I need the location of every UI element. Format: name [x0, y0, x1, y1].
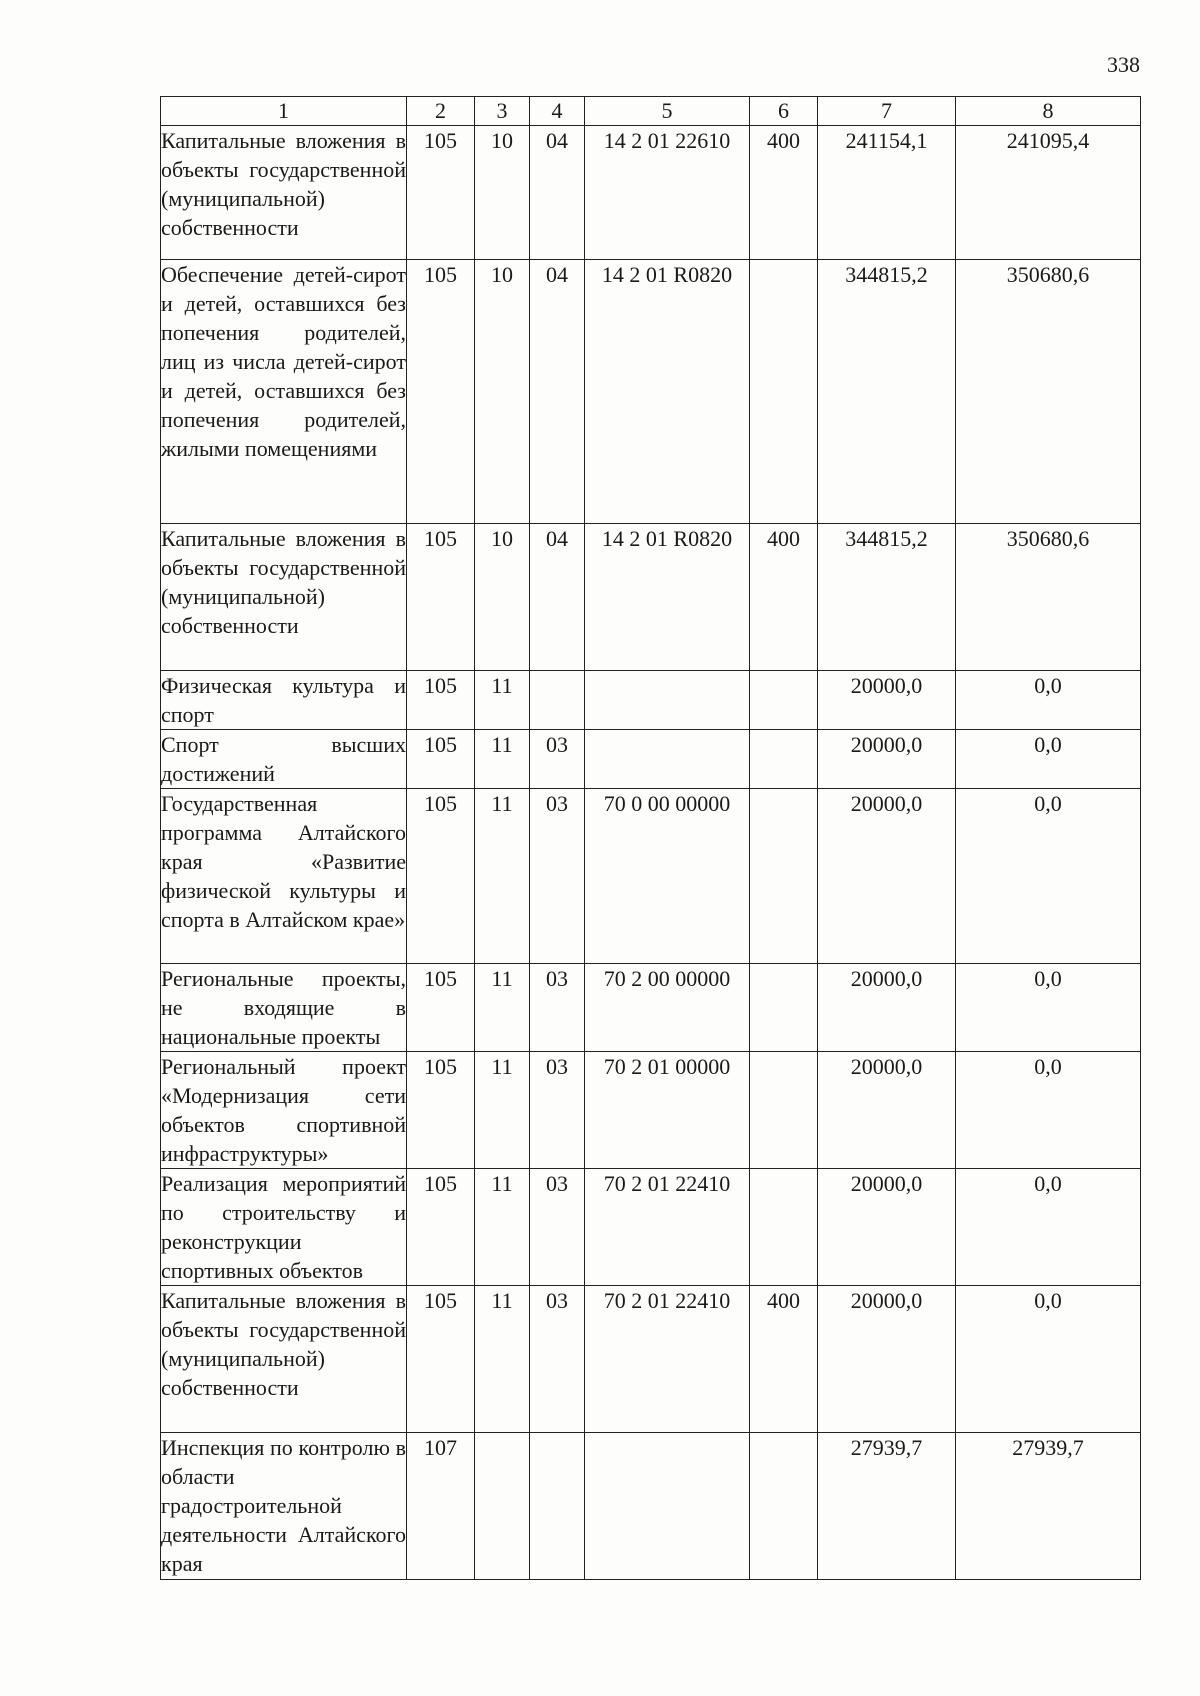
- row-name: Спорт высших достижений: [161, 730, 407, 789]
- row-name: Региональный проект «Модернизация сети объектов спортивной инфраструктуры»: [161, 1052, 407, 1169]
- header-cell: 7: [818, 97, 956, 126]
- cell-subsection: 03: [530, 730, 585, 789]
- cell-amount-1: 344815,2: [818, 260, 956, 524]
- header-cell: 3: [475, 97, 530, 126]
- table-row: [161, 1433, 1141, 1580]
- cell-section: 11: [475, 1286, 530, 1433]
- cell-expense-type: [750, 964, 818, 1052]
- cell-amount-2: 350680,6: [956, 524, 1141, 671]
- cell-amount-2: 0,0: [956, 671, 1141, 730]
- cell-amount-1: 20000,0: [818, 671, 956, 730]
- cell-expense-type: [750, 730, 818, 789]
- cell-section: 11: [475, 789, 530, 964]
- table-row: [161, 730, 1141, 789]
- table-row: [161, 524, 1141, 671]
- cell-expense-type: 400: [750, 126, 818, 260]
- header-cell: 4: [530, 97, 585, 126]
- cell-target-code: [585, 1433, 750, 1580]
- cell-section: 10: [475, 260, 530, 524]
- cell-amount-1: 20000,0: [818, 1052, 956, 1169]
- cell-subsection: 03: [530, 964, 585, 1052]
- cell-ministry: 105: [407, 671, 475, 730]
- row-name: Региональные проекты, не входящие в национальные проекты: [161, 964, 407, 1052]
- row-name: Реализация мероприятий по строительству и реконструкции спортивных объектов: [161, 1169, 407, 1286]
- row-name: Капитальные вложения в объекты государственной (муниципальной) собственности: [161, 524, 407, 671]
- cell-ministry: 105: [407, 730, 475, 789]
- cell-amount-1: 20000,0: [818, 1286, 956, 1433]
- row-name: Государственная программа Алтайского края «Развитие физической культуры и спорта в Алтайском крае»: [161, 789, 407, 964]
- cell-amount-1: 20000,0: [818, 1169, 956, 1286]
- cell-amount-2: 0,0: [956, 1169, 1141, 1286]
- table-row: [161, 1169, 1141, 1286]
- header-cell: 1: [161, 97, 407, 126]
- cell-amount-2: 241095,4: [956, 126, 1141, 260]
- table-row: [161, 789, 1141, 964]
- cell-subsection: 03: [530, 1286, 585, 1433]
- cell-amount-1: 27939,7: [818, 1433, 956, 1580]
- table-row: [161, 126, 1141, 260]
- row-name: Капитальные вложения в объекты государственной (муниципальной) собственности: [161, 1286, 407, 1433]
- cell-amount-2: 27939,7: [956, 1433, 1141, 1580]
- cell-amount-1: 20000,0: [818, 964, 956, 1052]
- cell-expense-type: [750, 1169, 818, 1286]
- header-cell: 6: [750, 97, 818, 126]
- cell-ministry: 105: [407, 1169, 475, 1286]
- cell-ministry: 107: [407, 1433, 475, 1580]
- row-name: Обеспечение детей-сирот и детей, оставшихся без попечения родителей, лиц из числа детей-сирот и детей, оставшихся без попечения родителей, жилыми помещениями: [161, 260, 407, 524]
- cell-amount-2: 0,0: [956, 789, 1141, 964]
- cell-ministry: 105: [407, 1286, 475, 1433]
- row-name: Капитальные вложения в объекты государственной (муниципальной) собственности: [161, 126, 407, 260]
- cell-subsection: 03: [530, 1052, 585, 1169]
- cell-section: 10: [475, 524, 530, 671]
- cell-subsection: 04: [530, 260, 585, 524]
- cell-amount-1: 344815,2: [818, 524, 956, 671]
- cell-amount-1: 241154,1: [818, 126, 956, 260]
- cell-target-code: 70 2 00 00000: [585, 964, 750, 1052]
- cell-subsection: 04: [530, 524, 585, 671]
- cell-expense-type: [750, 671, 818, 730]
- cell-expense-type: [750, 260, 818, 524]
- table-row: [161, 1286, 1141, 1433]
- cell-target-code: 14 2 01 R0820: [585, 260, 750, 524]
- cell-ministry: 105: [407, 126, 475, 260]
- header-cell: 2: [407, 97, 475, 126]
- page-number: 338: [1107, 52, 1140, 77]
- cell-target-code: 70 2 01 22410: [585, 1169, 750, 1286]
- cell-target-code: 70 0 00 00000: [585, 789, 750, 964]
- cell-subsection: 04: [530, 126, 585, 260]
- cell-expense-type: 400: [750, 524, 818, 671]
- cell-target-code: 70 2 01 00000: [585, 1052, 750, 1169]
- cell-section: 10: [475, 126, 530, 260]
- cell-subsection: 03: [530, 1169, 585, 1286]
- header-cell: 8: [956, 97, 1141, 126]
- cell-section: 11: [475, 964, 530, 1052]
- row-name: Физическая культура и спорт: [161, 671, 407, 730]
- cell-amount-2: 0,0: [956, 1052, 1141, 1169]
- cell-amount-2: 350680,6: [956, 260, 1141, 524]
- cell-ministry: 105: [407, 964, 475, 1052]
- row-name: Инспекция по контролю в области градостроительной деятельности Алтайского края: [161, 1433, 407, 1580]
- cell-ministry: 105: [407, 1052, 475, 1169]
- cell-subsection: [530, 671, 585, 730]
- cell-target-code: 14 2 01 R0820: [585, 524, 750, 671]
- cell-target-code: 70 2 01 22410: [585, 1286, 750, 1433]
- cell-amount-2: 0,0: [956, 730, 1141, 789]
- cell-amount-2: 0,0: [956, 1286, 1141, 1433]
- cell-target-code: [585, 730, 750, 789]
- cell-target-code: [585, 671, 750, 730]
- cell-expense-type: [750, 1433, 818, 1580]
- cell-section: 11: [475, 1052, 530, 1169]
- cell-expense-type: [750, 1052, 818, 1169]
- cell-ministry: 105: [407, 524, 475, 671]
- cell-ministry: 105: [407, 789, 475, 964]
- table-row: [161, 671, 1141, 730]
- cell-amount-2: 0,0: [956, 964, 1141, 1052]
- cell-section: 11: [475, 730, 530, 789]
- table-row: [161, 1052, 1141, 1169]
- table-row: [161, 260, 1141, 524]
- cell-amount-1: 20000,0: [818, 789, 956, 964]
- cell-target-code: 14 2 01 22610: [585, 126, 750, 260]
- budget-table: [160, 96, 1141, 1580]
- cell-amount-1: 20000,0: [818, 730, 956, 789]
- cell-expense-type: [750, 789, 818, 964]
- header-row: [161, 97, 1141, 126]
- cell-subsection: [530, 1433, 585, 1580]
- cell-section: 11: [475, 671, 530, 730]
- header-cell: 5: [585, 97, 750, 126]
- cell-subsection: 03: [530, 789, 585, 964]
- cell-section: [475, 1433, 530, 1580]
- cell-section: 11: [475, 1169, 530, 1286]
- cell-expense-type: 400: [750, 1286, 818, 1433]
- cell-ministry: 105: [407, 260, 475, 524]
- table-row: [161, 964, 1141, 1052]
